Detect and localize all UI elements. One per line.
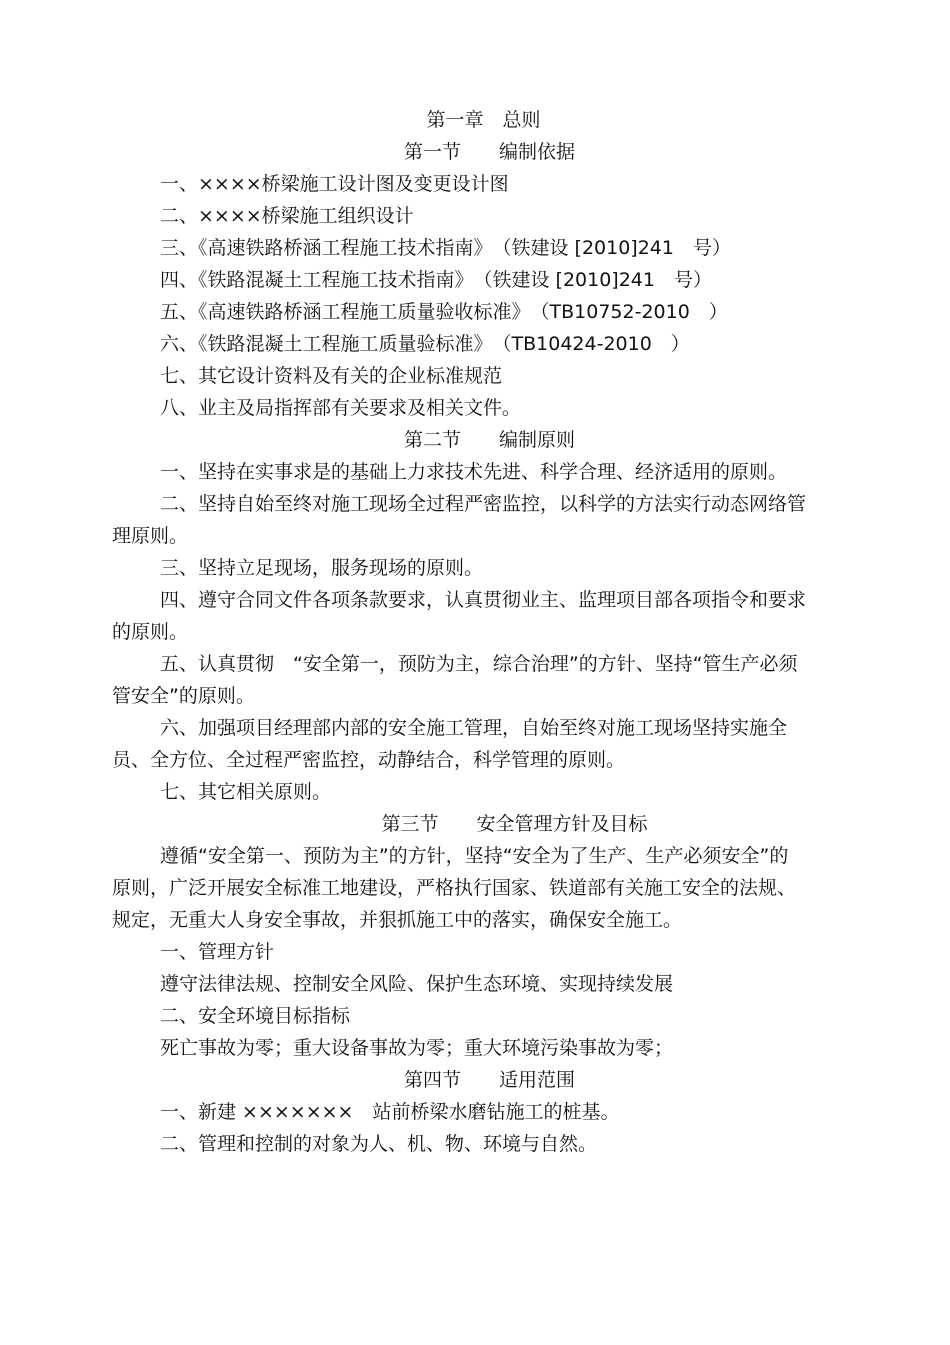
section-title: 第三节 安全管理方针及目标: [381, 813, 648, 835]
target-heading: 二、安全环境目标指标: [160, 1005, 351, 1027]
principle-item: 二、坚持自始至终对施工现场全过程严密监控，以科学的方法实行动态网络管理原则。: [112, 493, 807, 547]
principle-item: 五、认真贯彻 “安全第一，预防为主，综合治理”的方针、坚持“管生产必须管安全”的原则。: [112, 653, 798, 707]
basis-item: 三、《高速铁路桥涵工程施工技术指南》 （铁建设 [2010]241 号）: [160, 237, 731, 259]
section-title: 第一节 编制依据: [403, 141, 575, 163]
principle-item: 一、坚持在实事求是的基础上力求技术先进、科学合理、经济适用的原则。: [160, 461, 788, 483]
principle-item: 三、坚持立足现场，服务现场的原则。: [160, 557, 484, 579]
basis-item: 一、××××桥梁施工设计图及变更设计图: [160, 173, 509, 195]
principle-item: 四、遵守合同文件各项条款要求，认真贯彻业主、监理项目部各项指令和要求的原则。: [112, 589, 807, 643]
policy-text: 遵守法律法规、控制安全风险、保护生态环境、实现持续发展: [160, 973, 674, 995]
chapter-title: 第一章 总则: [426, 109, 541, 131]
principle-item: 七、其它相关原则。: [160, 781, 332, 803]
section-title: 第二节 编制原则: [403, 429, 575, 451]
scope-item: 二、管理和控制的对象为人、机、物、环境与自然。: [160, 1133, 598, 1155]
basis-item: 八、业主及局指挥部有关要求及相关文件。: [160, 397, 522, 419]
basis-item: 六、《铁路混凝土工程施工质量验标准》 （TB10424-2010 ）: [160, 333, 690, 355]
basis-item: 二、××××桥梁施工组织设计: [160, 205, 414, 227]
policy-heading: 一、管理方针: [160, 941, 275, 963]
principle-item: 六、加强项目经理部内部的安全施工管理，自始至终对施工现场坚持实施全员、全方位、全过程严密监控，动静结合，科学管理的原则。: [112, 717, 788, 771]
section-intro: 遵循“安全第一、预防为主”的方针，坚持“安全为了生产、生产必须安全”的原则，广泛开展安全标准工地建设，严格执行国家、铁道部有关施工安全的法规、规定，无重大人身安全事故，并狠抓施工中的落实，确保安全施工。: [112, 845, 797, 931]
target-text: 死亡事故为零；重大设备事故为零；重大环境污染事故为零；: [160, 1037, 674, 1059]
basis-item: 七、其它设计资料及有关的企业标准规范: [160, 365, 503, 387]
basis-item: 五、《高速铁路桥涵工程施工质量验收标准》 （TB10752-2010 ）: [160, 301, 728, 323]
document-body: [112, 104, 807, 1160]
basis-item: 四、《铁路混凝土工程施工技术指南》 （铁建设 [2010]241 号）: [160, 269, 712, 291]
section-title: 第四节 适用范围: [403, 1069, 575, 1091]
scope-item: 一、新建 ××××××× 站前桥梁水磨钻施工的桩基。: [160, 1101, 620, 1123]
